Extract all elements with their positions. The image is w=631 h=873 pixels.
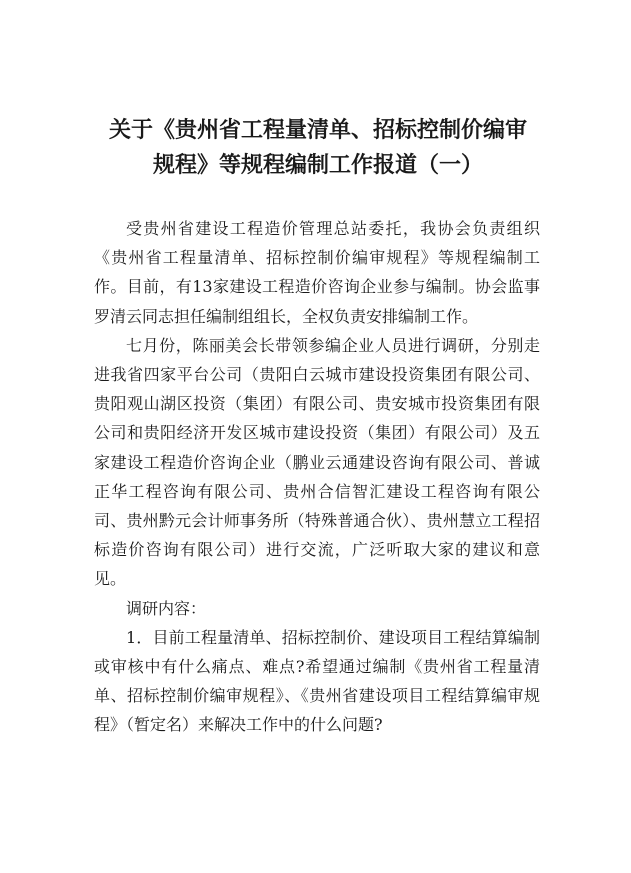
title-line-1: 关于《贵州省工程量清单、招标控制价编审 [108, 118, 527, 143]
title-line-2: 规程》等规程编制工作报道（一） [152, 153, 483, 178]
document-title [82, 113, 554, 183]
paragraph-research: 七月份，陈丽美会长带领参编企业人员进行调研，分别走进我省四家平台公司（贵阳白云城市建设投资集团有限公司、贵阳观山湖区投资（集团）有限公司、贵安城市投资集团有限公司和贵阳经济开发区城市建设投资（集团）有限公司）及五家建设工程造价咨询企业（鹏业云通建设咨询有限公司、普诚正华工程咨询有限公司、贵州合信智汇建设工程咨询有限公司、贵州黔元会计师事务所（特殊普通合伙）、贵州慧立工程招标造价咨询有限公司）进行交流，广泛听取大家的建议和意见。 [94, 335, 540, 589]
document-body [94, 214, 540, 740]
paragraph-item-1: 1．目前工程量清单、招标控制价、建设项目工程结算编制或审核中有什么痛点、难点?希望通过编制《贵州省工程量清单、招标控制价编审规程》、《贵州省建设项目工程结算编审规程》（暂定名）来解决工作中的什么问题? [94, 627, 540, 735]
paragraph-commission: 受贵州省建设工程造价管理总站委托，我协会负责组织《贵州省工程量清单、招标控制价编审规程》等规程编制工作。目前，有13家建设工程造价咨询企业参与编制。协会监事罗清云同志担任编制组组长，全权负责安排编制工作。 [94, 219, 540, 326]
paragraph-research-content-heading: 调研内容： [126, 598, 207, 618]
